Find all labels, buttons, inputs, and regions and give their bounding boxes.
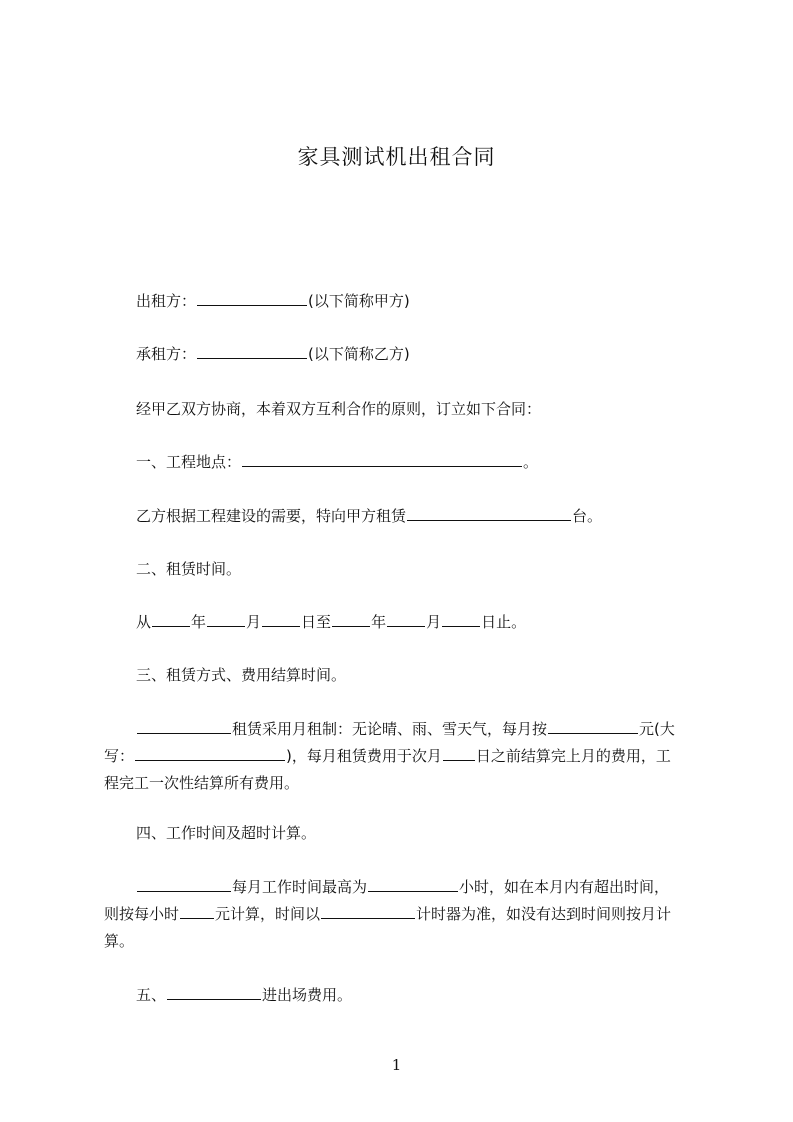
section-1-end: 。 xyxy=(523,453,539,471)
document-title: 家具测试机出租合同 xyxy=(297,145,496,169)
para4-text-5: 计时器为准，如没有达到时间则按月计 xyxy=(416,905,672,923)
period-day-end: 日止。 xyxy=(481,613,527,631)
section-4-paragraph xyxy=(104,874,702,955)
hourly-rate-blank[interactable] xyxy=(180,903,214,919)
lease-text: 乙方根据工程建设的需要，特向甲方租赁 xyxy=(136,507,407,525)
lessor-line xyxy=(136,288,736,314)
rent-item-blank[interactable] xyxy=(137,718,231,734)
para4-text-2: 小时，如在本月内有超出时间， xyxy=(459,878,670,896)
period-day-to: 日至 xyxy=(301,613,332,631)
lessee-note: (以下简称乙方) xyxy=(308,345,410,363)
lessee-line xyxy=(136,341,736,367)
work-item-blank[interactable] xyxy=(137,876,231,892)
para3-text-2: 元(大 xyxy=(639,720,675,738)
section-1-label: 一、工程地点： xyxy=(136,453,242,471)
end-year-blank[interactable] xyxy=(332,611,370,627)
lessee-label: 承租方： xyxy=(136,345,197,363)
section-5-label: 五、 xyxy=(136,986,167,1004)
entry-exit-blank[interactable] xyxy=(167,984,261,1000)
section-3-paragraph xyxy=(104,716,702,797)
page-number: 1 xyxy=(391,1056,402,1074)
lessor-note: (以下简称甲方) xyxy=(308,292,410,310)
period-month: 月 xyxy=(246,613,262,631)
para4-text-6: 算。 xyxy=(104,932,135,950)
para4-text-4: 元计算，时间以 xyxy=(215,905,321,923)
para3-text-3: 写： xyxy=(104,747,135,765)
monthly-rent-blank[interactable] xyxy=(548,718,638,734)
start-day-blank[interactable] xyxy=(262,611,300,627)
end-day-blank[interactable] xyxy=(442,611,480,627)
lease-end: 台。 xyxy=(572,507,603,525)
rent-words-blank[interactable] xyxy=(135,745,285,761)
period-month-2: 月 xyxy=(426,613,442,631)
max-hours-blank[interactable] xyxy=(368,876,458,892)
period-year-2: 年 xyxy=(371,613,387,631)
para4-text-1: 每月工作时间最高为 xyxy=(232,878,368,896)
lessor-blank[interactable] xyxy=(197,290,307,306)
timer-blank[interactable] xyxy=(321,903,415,919)
lease-item-blank[interactable] xyxy=(407,505,571,521)
lessee-blank[interactable] xyxy=(197,343,307,359)
intro-line: 经甲乙双方协商，本着双方互利合作的原则，订立如下合同： xyxy=(136,400,542,418)
settlement-day-blank[interactable] xyxy=(443,745,475,761)
period-from: 从 xyxy=(136,613,152,631)
para3-text-4: )，每月租赁费用于次月 xyxy=(286,747,442,765)
start-year-blank[interactable] xyxy=(152,611,190,627)
section-5-heading xyxy=(136,982,736,1008)
end-month-blank[interactable] xyxy=(387,611,425,627)
location-blank[interactable] xyxy=(242,451,522,467)
start-month-blank[interactable] xyxy=(207,611,245,627)
section-2-heading: 二、租赁时间。 xyxy=(136,560,242,578)
para3-text-5: 日之前结算完上月的费用，工 xyxy=(475,747,671,765)
period-year: 年 xyxy=(191,613,207,631)
section-1-location xyxy=(136,449,736,475)
lessor-label: 出租方： xyxy=(136,292,197,310)
para3-text-6: 程完工一次性结算所有费用。 xyxy=(104,774,300,792)
section-5-end: 进出场费用。 xyxy=(262,986,353,1004)
section-3-heading: 三、租赁方式、费用结算时间。 xyxy=(136,666,347,684)
para4-text-3: 则按每小时 xyxy=(104,905,180,923)
lease-quantity-line xyxy=(136,503,736,529)
para3-text-1: 租赁采用月租制：无论晴、雨、雪天气，每月按 xyxy=(232,720,548,738)
section-4-heading: 四、工作时间及超时计算。 xyxy=(136,824,317,842)
lease-period-line xyxy=(136,609,736,635)
